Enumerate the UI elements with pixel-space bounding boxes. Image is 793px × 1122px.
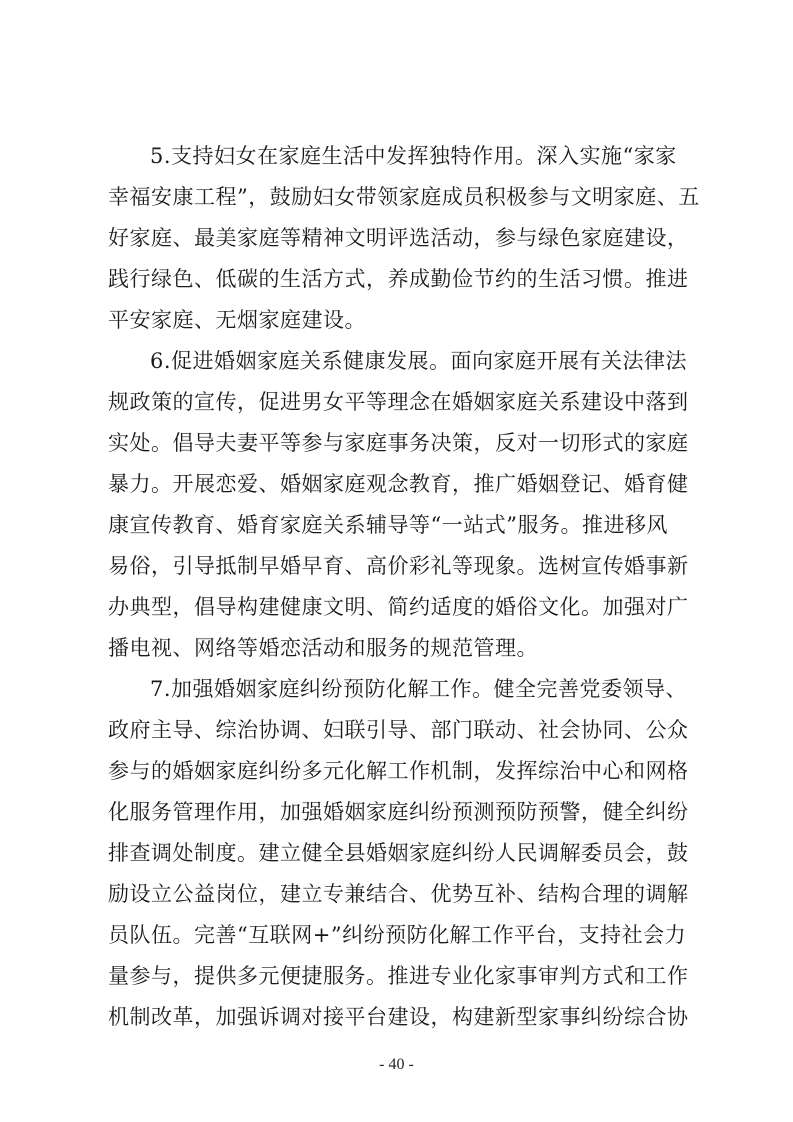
text-line: 康宣传教育、婚育家庭关系辅导等“一站式”服务。推进移风 [108,513,668,537]
text-line: 好家庭、最美家庭等精神文明评选活动，参与绿色家庭建设， [108,226,689,250]
paragraph-7 [108,669,700,1038]
text-line: 办典型，倡导构建健康文明、简约适度的婚俗文化。加强对广 [108,595,689,619]
text-line: 励设立公益岗位，建立专兼结合、优势互补、结构合理的调解 [108,882,689,906]
text-line: 易俗，引导抵制早婚早育、高价彩礼等现象。选树宣传婚事新 [108,554,689,578]
text-line: 5.支持妇女在家庭生活中发挥独特作用。深入实施“家家 [150,144,677,168]
text-line: 播电视、网络等婚恋活动和服务的规范管理。 [108,636,538,660]
text-line: 实处。倡导夫妻平等参与家庭事务决策，反对一切形式的家庭 [108,431,689,455]
text-line: 机制改革，加强诉调对接平台建设，构建新型家事纠纷综合协 [108,1005,689,1029]
paragraph-6 [108,341,700,669]
paragraph-5 [108,136,700,341]
text-line: 员队伍。完善“互联网+”纠纷预防化解工作平台，支持社会力 [108,923,687,947]
body-text [108,136,700,1038]
text-line: 规政策的宣传，促进男女平等理念在婚姻家庭关系建设中落到 [108,390,689,414]
text-line: 排查调处制度。建立健全县婚姻家庭纠纷人民调解委员会，鼓 [108,841,689,865]
text-line: 7.加强婚姻家庭纠纷预防化解工作。健全完善党委领导、 [150,677,688,701]
text-line: 平安家庭、无烟家庭建设。 [108,308,366,332]
text-line: 幸福安康工程”，鼓励妇女带领家庭成员积极参与文明家庭、五 [108,185,700,209]
text-line: 化服务管理作用，加强婚姻家庭纠纷预测预防预警，健全纠纷 [108,800,689,824]
text-line: 践行绿色、低碳的生活方式，养成勤俭节约的生活习惯。推进 [108,267,689,291]
text-line: 量参与，提供多元便捷服务。推进专业化家事审判方式和工作 [108,964,689,988]
page-number: - 40 - [379,1056,414,1073]
text-line: 暴力。开展恋爱、婚姻家庭观念教育，推广婚姻登记、婚育健 [108,472,689,496]
text-line: 参与的婚姻家庭纠纷多元化解工作机制，发挥综治中心和网格 [108,759,689,783]
text-line: 政府主导、综治协调、妇联引导、部门联动、社会协同、公众 [108,718,689,742]
text-line: 6.促进婚姻家庭关系健康发展。面向家庭开展有关法律法 [150,349,688,373]
